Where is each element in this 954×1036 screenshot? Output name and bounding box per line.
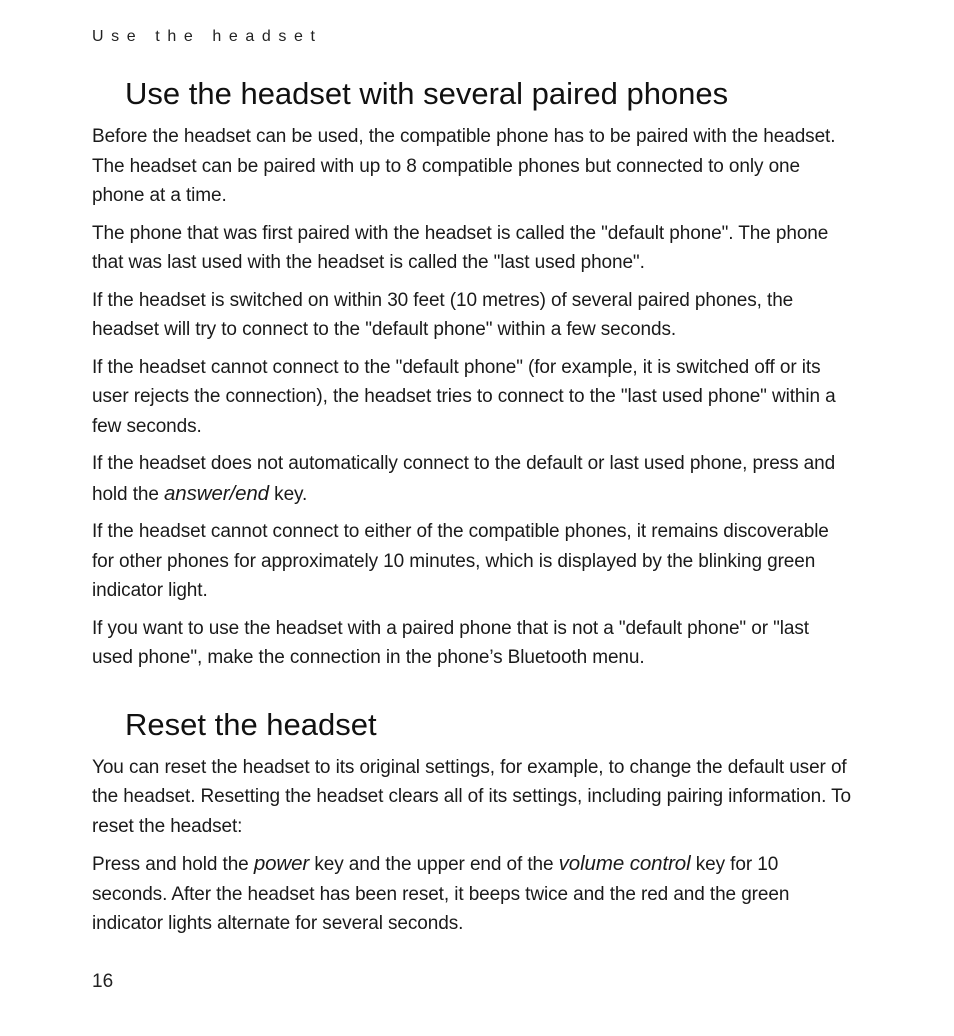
page-number: 16 (92, 971, 114, 992)
section-title-reset: Reset the headset (125, 706, 377, 742)
paragraph: Before the headset can be used, the compatible phone has to be paired with the headset. The headset can be paired with up to 8 compatible phones but connected to only one phone at a time. (92, 126, 836, 206)
paragraph-text: key. (268, 483, 308, 505)
paragraph: If the headset cannot connect to either of the compatible phones, it remains discoverable for other phones for approximately 10 minutes, which is displayed by the blinking green indicator light. (92, 521, 829, 601)
paragraph: If the headset is switched on within 30 feet (10 metres) of several paired phones, the headset will try to connect to the "default phone" within a few seconds. (92, 289, 794, 340)
paragraph (92, 849, 852, 939)
paragraph: You can reset the headset to its original settings, for example, to change the default user of the headset. Resetting the headset clears all of its settings, including pairing information. To reset the headset: (92, 756, 851, 837)
key-name-power: power (253, 852, 310, 875)
section-title-paired-phones: Use the headset with several paired phones (125, 76, 729, 111)
key-name-volume-control: volume control (558, 852, 691, 875)
paragraph (92, 449, 852, 509)
paragraph: If the headset cannot connect to the "default phone" (for example, it is switched off or its user rejects the connection), the headset tries to connect to the "last used phone" within a few seconds. (92, 356, 836, 437)
paragraph: If you want to use the headset with a paired phone that is not a "default phone" or "last used phone", make the connection in the phone’s Bluetooth menu. (92, 617, 809, 668)
paragraph-text: If the headset does not automatically connect to the default or last used phone, press and hold the (92, 453, 836, 505)
key-name-answer-end: answer/end (164, 481, 269, 505)
paragraph-text: key and the upper end of the (309, 854, 559, 875)
running-header: Use the headset (92, 28, 323, 45)
paragraph-text: Press and hold the (92, 854, 254, 875)
page-content (92, 76, 852, 947)
paragraph-text: key for 10 seconds. After the headset has been reset, it beeps twice and the red and the green indicator lights alternate for several seconds. (92, 854, 790, 934)
paragraph: The phone that was first paired with the headset is called the "default phone". The phone that was last used with the headset is called the "last used phone". (92, 222, 829, 273)
